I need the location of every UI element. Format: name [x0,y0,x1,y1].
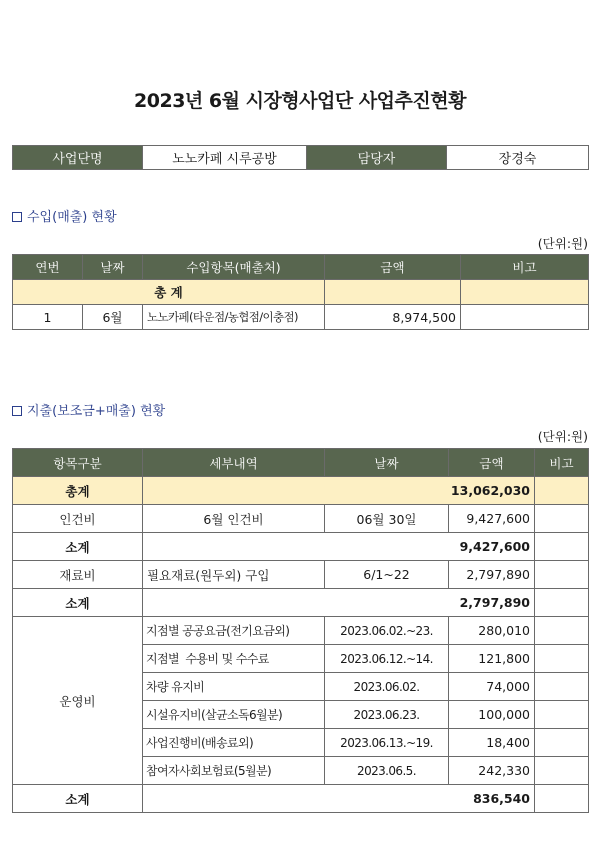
checkbox-square-icon [12,406,22,416]
expense-section-title: 지출(보조금+매출) 현황 [12,400,165,419]
table-row: 지점별 수용비 및 수수료 2023.06.12.~14. 121,800 [13,645,589,673]
income-total-row [13,280,589,305]
expense-header-date: 날짜 [325,449,449,477]
manager-value: 장경숙 [447,146,589,170]
table-row: 운영비 지점별 공공요금(전기요금외) 2023.06.02.~23. 280,010 [13,617,589,645]
income-unit-note: (단위:원) [537,236,588,251]
table-row: 차량 유지비 2023.06.02. 74,000 [13,673,589,701]
income-header-amount: 금액 [325,255,461,280]
expense-total-amount: 13,062,030 [143,477,535,505]
unit-name-label: 사업단명 [13,146,143,170]
expense-header-detail: 세부내역 [143,449,325,477]
income-header-date: 날짜 [83,255,143,280]
income-section-title: 수입(매출) 현황 [12,206,117,225]
income-header-item: 수입항목(매출처) [143,255,325,280]
table-row: 1 6월 노노카페(타운점/농협점/이충점) 8,974,500 [13,305,589,330]
page-title: 2023년 6월 시장형사업단 사업추진현황 [134,90,466,112]
table-row: 사업진행비(배송료외) 2023.06.13.~19. 18,400 [13,729,589,757]
subtotal-row: 소계 836,540 [13,785,589,813]
manager-label: 담당자 [307,146,447,170]
subtotal-row: 소계 9,427,600 [13,533,589,561]
expense-unit-note: (단위:원) [537,429,588,444]
income-header-note: 비고 [461,255,589,280]
expense-header-note: 비고 [535,449,589,477]
expense-header-category: 항목구분 [13,449,143,477]
income-total-label: 총 계 [13,280,325,305]
checkbox-square-icon [12,212,22,222]
business-info-table [12,145,589,170]
expense-header-amount: 금액 [449,449,535,477]
subtotal-row: 소계 2,797,890 [13,589,589,617]
operation-category: 운영비 [13,617,143,785]
income-table [12,254,589,330]
table-row: 재료비 필요재료(원두외) 구입 6/1~22 2,797,890 [13,561,589,589]
table-row: 인건비 6월 인건비 06월 30일 9,427,600 [13,505,589,533]
table-row: 시설유지비(살균소독6월분) 2023.06.23. 100,000 [13,701,589,729]
income-header-no: 연번 [13,255,83,280]
expense-table [12,448,589,813]
expense-total-row: 총계 13,062,030 [13,477,589,505]
table-row: 참여자사회보험료(5월분) 2023.06.5. 242,330 [13,757,589,785]
unit-name-value: 노노카페 시루공방 [143,146,307,170]
